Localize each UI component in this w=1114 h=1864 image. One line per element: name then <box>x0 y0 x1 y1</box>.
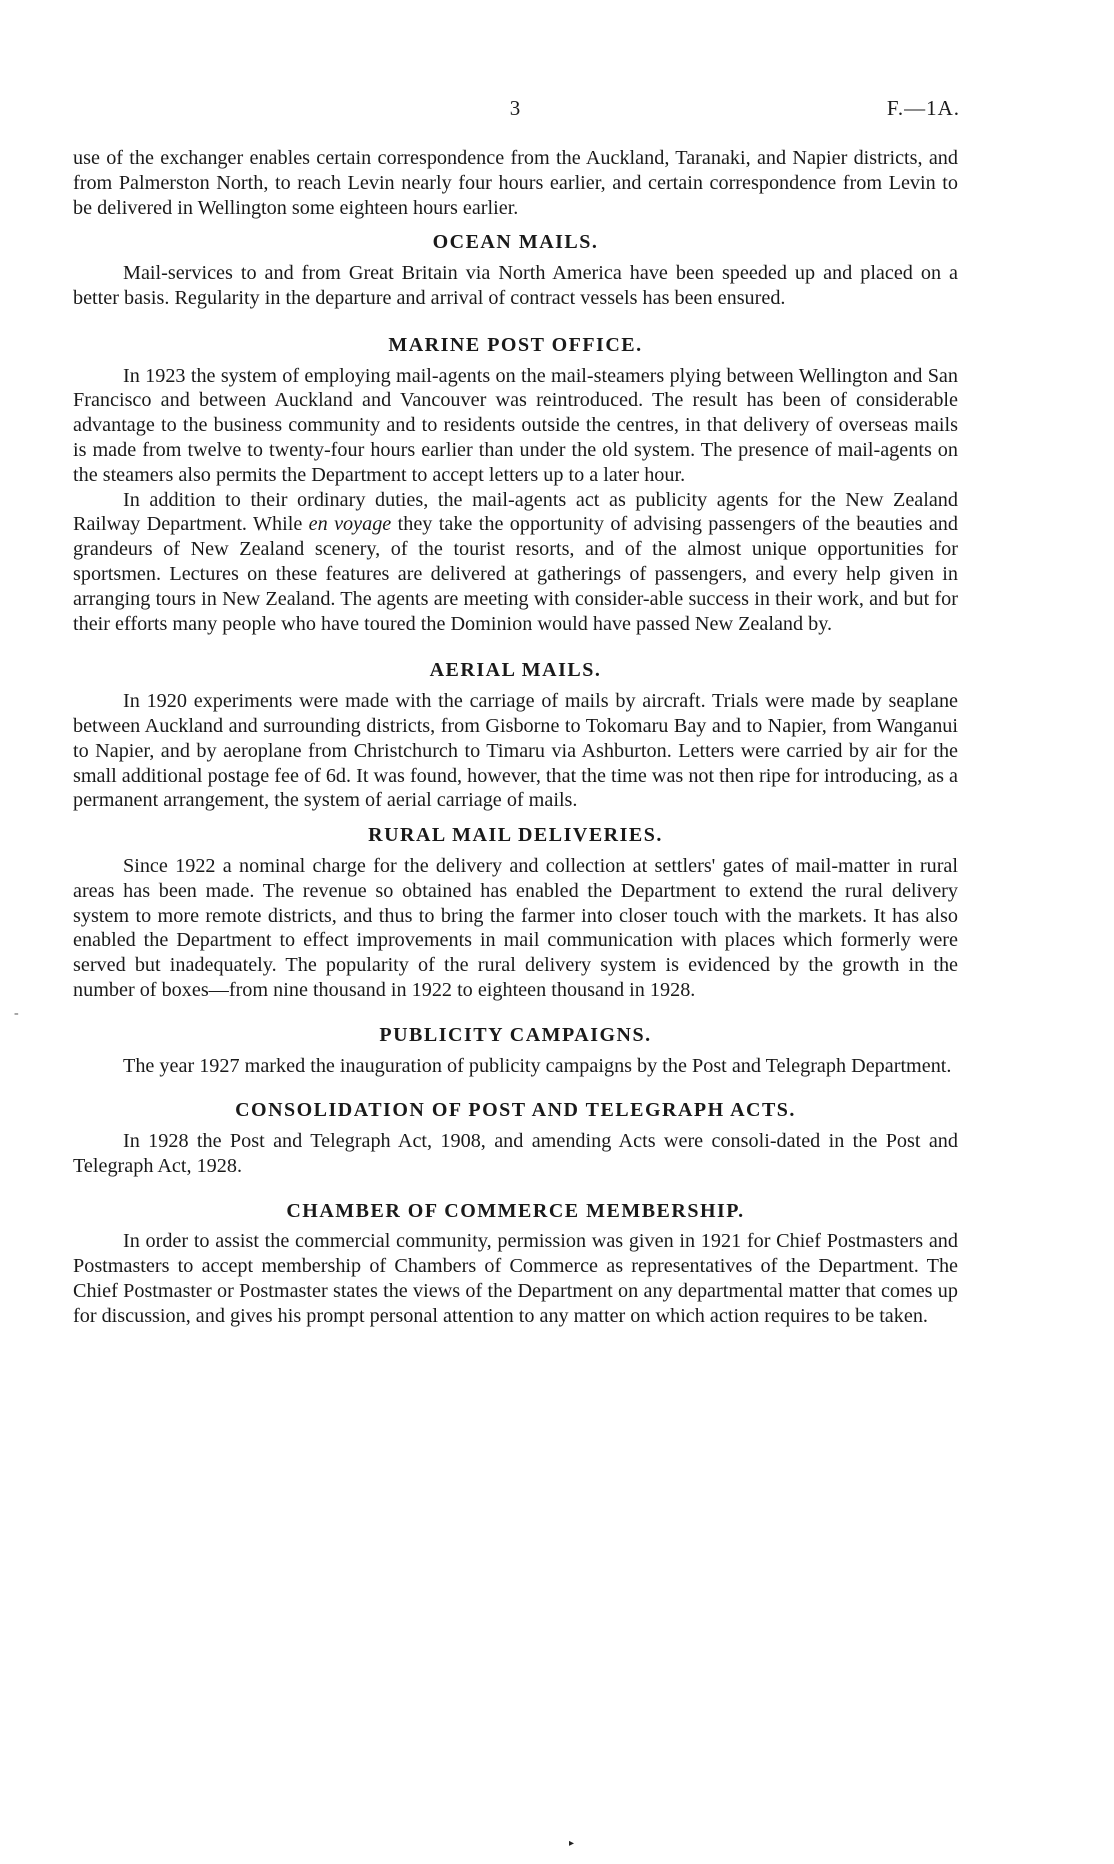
consolidation-paragraph: In 1928 the Post and Telegraph Act, 1908, and amending Acts were consoli-dated in the Post and Telegraph Act, 1928. <box>73 1130 958 1177</box>
section-title-publicity-campaigns: PUBLICITY CAMPAIGNS. <box>379 1023 652 1046</box>
section-title-chamber-of-commerce: CHAMBER OF COMMERCE MEMBERSHIP. <box>286 1199 745 1222</box>
ocean-mails-paragraph: Mail-services to and from Great Britain via North America have been speeded up and placed on a better basis. Regularity in the departure and arrival of contract vessels has been ensured. <box>73 262 958 309</box>
marine-p2-start: In addition to their ordinary duties, the mail-agents act as publicity agents for the New Zealand Railway Department. While <box>73 488 958 536</box>
page-number: 3 <box>509 96 521 120</box>
section-title-consolidation: CONSOLIDATION OF POST AND TELEGRAPH ACTS. <box>235 1099 796 1122</box>
bottom-mark: ▸ <box>569 1838 575 1849</box>
marine-post-office-paragraph-2 <box>73 488 958 637</box>
publicity-paragraph: The year 1927 marked the inauguration of publicity campaigns by the Post and Telegraph Department. <box>123 1054 952 1077</box>
aerial-mails-paragraph: In 1920 experiments were made with the carriage of mails by aircraft. Trials were made by seaplane between Auckland and surrounding districts, from Gisborne to Tokomaru Bay and to Napier, from Wanganui to Napier, and by aeroplane from Christchurch to Timaru via Ashburton. Letters were carried by air for the small additional postage fee of 6d. It was found, however, that the time was not then ripe for introducing, as a permanent arrangement, the system of aerial carriage of mails. <box>73 690 958 812</box>
intro-paragraph: use of the exchanger enables certain correspondence from the Auckland, Taranaki, and Napier districts, and from Palmerston North, to reach Levin nearly four hours earlier, and certain correspondence from Levin to be delivered in Wellington some eighteen hours earlier. <box>73 147 958 219</box>
section-title-aerial-mails: AERIAL MAILS. <box>429 659 602 682</box>
document-reference: F.—1A. <box>886 96 960 120</box>
page-header <box>70 96 960 126</box>
section-title-marine-post-office: MARINE POST OFFICE. <box>388 333 643 356</box>
rural-mail-paragraph: Since 1922 a nominal charge for the delivery and collection at settlers' gates of mail-matter in rural areas has been made. The revenue so obtained has enabled the Department to extend the rural delivery system to more remote districts, and thus to bring the farmer into closer touch with the markets. It has also enabled the Department to effect improvements in mail communication with places which formerly were served but inadequately. The popularity of the rural delivery system is evidenced by the growth in the number of boxes—from nine thousand in 1922 to eighteen thousand in 1928. <box>73 854 958 1001</box>
marine-post-office-paragraph-1: In 1923 the system of employing mail-agents on the mail-steamers plying between Wellington and San Francisco and between Auckland and Vancouver was reintroduced. The result has been of considerable advantage to the business community and to residents outside the centres, in that delivery of overseas mails is made from twelve to twenty-four hours earlier than under the old system. The presence of mail-agents on the steamers also permits the Department to accept letters up to a later hour. <box>73 364 958 486</box>
page-body <box>73 146 958 1329</box>
section-title-rural-mail-deliveries: RURAL MAIL DELIVERIES. <box>368 824 663 847</box>
marine-p2-italic: en voyage <box>308 513 392 536</box>
marine-p2-end: they take the opportunity of advising passengers of the beauties and grandeurs of New Zealand scenery, of the tourist resorts, and of the almost unique opportunities for sportsmen. Lectures on these features are delivered at gatherings of passengers, and every help given in arranging tours in New Zealand. The agents are meeting with consider-able success in their work, and but for their efforts many people who have toured the Dominion would have passed New Zealand by. <box>73 513 958 635</box>
margin-mark: - <box>14 1006 19 1021</box>
section-title-ocean-mails: OCEAN MAILS. <box>432 231 599 254</box>
chamber-paragraph: In order to assist the commercial community, permission was given in 1921 for Chief Postmasters and Postmasters to accept membership of Chambers of Commerce as representatives of the Department. The Chief Postmaster or Postmaster states the views of the Department on any departmental matter that comes up for discussion, and gives his prompt personal attention to any matter on which action requires to be taken. <box>73 1230 958 1327</box>
